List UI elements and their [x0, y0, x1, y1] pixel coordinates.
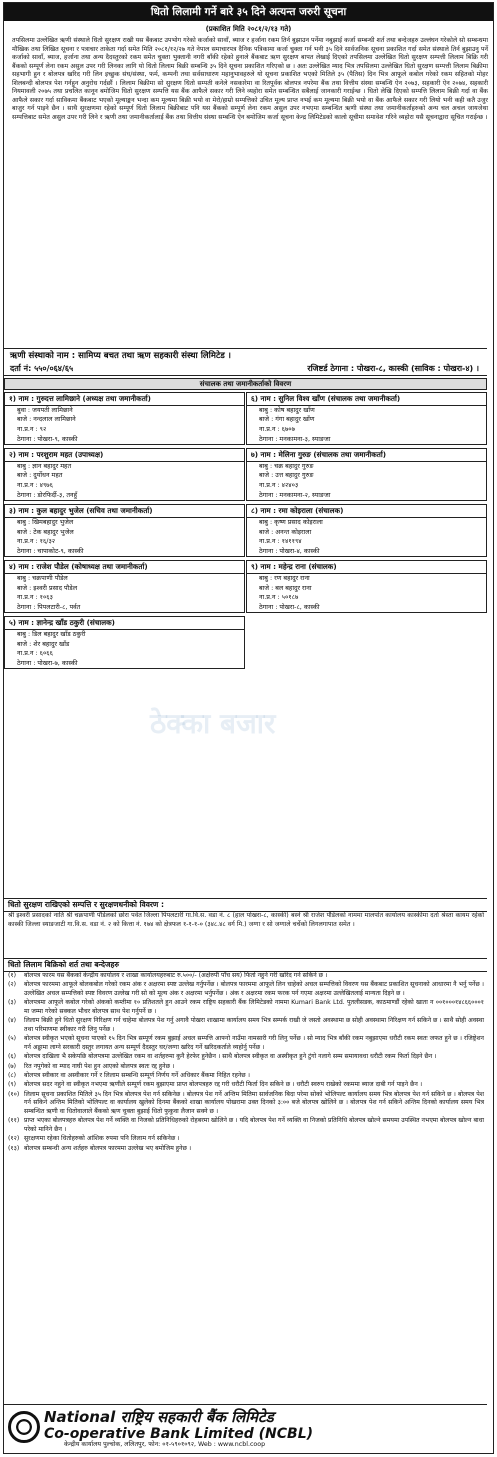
member-detail: बाजे : नन्दलाल लामिछाने [17, 415, 76, 424]
member-detail: बाजे : गंगा बहादुर खाँण [259, 415, 315, 424]
condition-number: (५) [8, 1035, 17, 1043]
member-card [246, 504, 487, 557]
member-detail: बाबु : खिमबहादुर भुजेल [17, 517, 74, 526]
bank-name-english: Co-operative Bank Limited (NCBL) [44, 1426, 314, 1442]
member-name: २) नाम : परशुराम महत (उपाध्यक्ष) [5, 449, 244, 462]
condition-text: बोलपत्र दाखिला भै सकेपछि बोलपत्रमा उल्लेखित रकम वा शर्तहरुमा कुनै हेरफेर हुनेछैन । साथै बोलपत्र स्वीकृत वा अस्वीकृत हुने टुंगो नलागे सम्म समायावधा धरौटी रकम फिर्ता दिइने छैन । [24, 1053, 437, 1061]
condition-number: (१०) [8, 1090, 20, 1098]
property-details: श्री इश्वरी प्रसादको नाति श्री चक्रपाणी पौडेलको छोरा पर्वत जिल्ला पिपलटारी गा.वि.स. वडा नं. ८ (हाल पोखरा-८, कास्की) बस्ने श्री राजेश पौडेलको नाममा मालपोत कार्यालय कास्कीमा दर्ता श्रेस्ता कायम रहेको कास्की जिल्ला स्याङजाटी गा.वि.स. वडा नं. २ को कित्ता नं. १७४ को क्षेत्रफल १-१-१-० (३४८.४८ वर्ग मि.) जग्गा र सो जग्गाले चर्चेको लिगलगापात समेत । [8, 912, 484, 928]
watermark: ठेक्का बजार [150, 707, 276, 740]
condition-number: (२) [8, 981, 17, 989]
member-name: ७) नाम : मेलिना गुरुङ (संचालक तथा जमानीकर्ता) [247, 449, 486, 462]
condition-text: बोलपत्र स्वीकार वा अस्वीकार गर्ने र लिलाम सम्बन्धि सम्पूर्ण निर्णय गर्ने अधिकार बैंकमा निहित रहनेछ । [24, 1071, 250, 1079]
member-detail: बाबु : ज्ञान बहादुर महत [17, 461, 72, 470]
member-detail: ना.प्र.न : १४११९४ [259, 537, 302, 546]
condition-number: (१२) [8, 1135, 20, 1143]
condition-text: सुरक्षणमा रहेका धितोहरुको आंशिक रुपमा पनि लिलाम गर्न सकिनेछ । [24, 1135, 180, 1143]
member-name: ९) नाम : महेन्द्र राना (संचालक) [247, 561, 486, 574]
member-card [4, 504, 245, 557]
bank-footer [4, 1404, 487, 1450]
bank-name-nepali: National राष्ट्रिय सहकारी बैंक लिमिटेड [44, 1408, 274, 1426]
condition-number: (११) [8, 1117, 20, 1125]
condition-item [8, 1145, 484, 1153]
condition-text: बोलपत्रमा आफूले कबोल गरेको अंकको कम्तीमा १० प्रतिशतले हुन आउने रकम राष्ट्रिय सहकारी बैंक लिमिटेडको नाममा Kumari Bank Ltd. पुतलीसडक, काठमाण्डौं रहेको खाता न ००१०००१४८६६०००१ मा जम्मा गरेको सक्कल भौचर बोलपत्र साथ पेश गर्नुपर्ने छ । [24, 999, 484, 1015]
board-heading: संचालक तथा जमानीकर्ताको विवरण [4, 378, 487, 390]
condition-text: बोलपत्र सम्बन्धी अन्य शर्तहरु बोलपत्र फारममा उल्लेख भए बमोजिम हुनेछ । [24, 1144, 192, 1152]
condition-number: (६) [8, 1053, 17, 1061]
member-detail: ठेगाना : पिपलटारी-८, पर्वत [17, 602, 81, 611]
member-name: ८) नाम : रमा कोइराला (संचालक) [247, 505, 486, 518]
condition-item [8, 981, 484, 998]
borrower-reg-no: दर्ता नं: ५५०/०६४/६५ [10, 364, 74, 373]
member-detail: ठेगाना : पोखरा-४, कास्की [259, 546, 320, 555]
member-detail: ठेगाना : चापाकोट-९, कास्की [17, 546, 84, 555]
members-right-column [246, 392, 487, 616]
condition-item [8, 1063, 484, 1071]
notice-title: धितो लिलामी गर्ने बारे ३५ दिने अत्यन्त जरुरी सूचना [4, 3, 493, 21]
member-detail: ना.प्र.न : ६०६६ [17, 649, 53, 658]
condition-number: (३) [8, 999, 17, 1007]
member-detail: बाजे : दुर्योधन महत [17, 471, 63, 480]
member-detail: ठेगाना : मनकामना-३, स्याङजा [259, 434, 331, 443]
condition-text: रित नपुगेको वा म्याद नाघी पेश हुन आएको बोलपत्र स्वतः रद्द हुनेछ । [24, 1062, 175, 1070]
member-detail: बाबु : चक्रपाणी पौडेल [17, 574, 68, 582]
member-card [246, 448, 487, 501]
member-card [4, 560, 245, 613]
member-name: ५) नाम : ज्ञानेन्द्र खाँड ठकुरी (संचालक) [5, 617, 244, 630]
member-detail: ना.प्र.न : ४९७६ [17, 481, 53, 489]
member-card [4, 392, 245, 445]
member-name: ३) नाम : कुल बहादुर भुजेल (सचिव तथा जमानीकर्ता) [5, 505, 244, 518]
member-card [4, 448, 245, 501]
member-detail: ना.प्र.न : ४२४०३ [259, 481, 299, 489]
member-detail: बाबु : रण बहादुर राना [259, 574, 310, 582]
condition-number: (८) [8, 1071, 17, 1079]
condition-item [8, 1017, 484, 1034]
member-detail: ना.प्र.न : १६/३२ [17, 537, 56, 546]
condition-item [8, 972, 484, 980]
conditions-heading: धितो लिलाम बिक्रिको शर्त तथा बन्देजहरु [4, 958, 487, 972]
borrower-name: ऋणी संस्थाको नाम : सामिप्य बचत तथा ऋण सहकारी संस्था लिमिटेड । [10, 351, 231, 361]
member-detail: ठेगाना : पोखरा-८, कास्की [259, 602, 320, 611]
condition-number: (१३) [8, 1144, 20, 1152]
member-detail: बाजे : अनन्त कोइराला [259, 527, 312, 536]
condition-number: (७) [8, 1062, 17, 1070]
member-name: ६) नाम : सुनिल विश्व खाँण (संचालक तथा जमानीकर्ता) [247, 393, 486, 406]
condition-number: (१) [8, 972, 17, 979]
condition-item [8, 999, 484, 1016]
condition-item [8, 1035, 484, 1052]
member-detail: बाबु : चक्र बहादुर गुरुङ [259, 461, 314, 470]
condition-text: बोलपत्र सदर नहुने वा स्वीकृत नभएमा ऋणीले सम्पूर्ण रकम बुझाएमा प्राप्त बोलपत्रहरु रद्द गरी धरौटी फिर्ता दिन सकिने छ । धरौटी स्वरुप राखेको रकममा ब्याज दाबी गर्न पाइने छैन । [24, 1081, 423, 1089]
member-card [246, 392, 487, 445]
condition-text: लिलाम बिक्री हुने धितो सुरक्षण निरिक्षण गर्न चाहेमा बोलपत्र पेश गर्नु अगावै पोखरा शाखामा कार्यालय समय भित्र सम्पर्क राखी जे जस्तो अवस्थामा छ सोही अवस्थामा निरिक्षण गर्न सकिने छ । साथै सोही अवस्था तथा परिमाणमा स्वीकार गरी लिनु पर्नेछ । [24, 1017, 484, 1033]
member-detail: बाजे : उत्त बहादुर गुरुङ [259, 471, 314, 480]
member-detail: ना.प्र.न : ५०१८७ [259, 593, 299, 602]
member-name: १) नाम : गुरुदत्त लामिछाने (अध्यक्ष तथा जमानीकर्ता) [5, 393, 244, 406]
published-date: (प्रकाशित मिति २०८१/२/१३ गते) [205, 25, 292, 33]
condition-item [8, 1135, 484, 1143]
member-detail: ना.प्र.न : ६७०७ [259, 424, 295, 433]
member-detail: ठेगाना : पोखरा-९, कास्की [17, 434, 78, 443]
condition-text: बोलपत्र फारममा आफूले बोलकबोल गरेको रकम अंक र अक्षरमा स्पष्ट उल्लेख गर्नुपर्नेछ । बोलपत्र फारममा आफूले लिन चाहेको अचल सम्पत्तिको विवरण यस बैंकबाट प्रकाशित सूचनाको आधारमा नै भर्नु पर्नेछ । उल्लेखित अचल सम्पत्तिको स्पष्ट विवरण उल्लेख गरी सो को मूल्य अंक र अक्षरमा भर्नुपर्नेछ । अंक र अक्षरमा रकम फरक पर्न गएमा अक्षरमा उल्लेखितलाई मान्यता दिइने छ । [24, 981, 484, 997]
condition-item [8, 1053, 484, 1061]
members-left-column [4, 392, 245, 672]
member-detail: ठेगाना : मनकामना-२, स्याङजा [259, 490, 331, 499]
member-detail: बुवा : जयपती लामिछाने [17, 405, 73, 414]
member-detail: बाबु : कृष्ण प्रसाद कोइराला [259, 517, 323, 526]
condition-item [8, 1091, 484, 1116]
member-detail: ठेगाना : डोरफिर्दी-३, तनहुँ [17, 490, 77, 499]
condition-text: बोलपत्र स्वीकृत भएको सूचना पाएको १५ दिन भित्र सम्पूर्ण रकम बुझाई अचल सम्पत्ति आफ्नो नाउँमा नामसारी गरी लिनु पर्नेछ । सो म्याद भित्र बाँकी रकम नबुझाएमा धरौटी रकम स्वतः जफत हुने छ । रजिष्ट्रेशन गर्न अड्डामा लाग्ने सरकारी दस्तुर लगायत अन्य सम्पूर्ण दैदस्तुर घर/जग्गा खरिद गर्ने खरिदकर्ताले व्यहोर्नु पर्नेछ । [24, 1035, 484, 1051]
member-detail: बाजे : बल बहादुर राना [259, 583, 312, 592]
condition-text: लिलाम सूचना प्रकाशित मितिले ३५ दिन भित्र बोलपत्र पेश गर्न सकिनेछ । बोलपत्र पेश गर्ने अन्तिम मितिमा सार्वजनिक बिदा परेमा सोको भोलिपल्ट कार्यालय समय भित्र बोलपत्र पेश गर्न सकिने छ । बोलपत्र पेश गर्न सकिने अन्तिम मितिको भोलिपल्ट वा कार्यालय खुलेको दिनमा बैंकको शाखा कार्यालय पोखरामा उक्त दिनको ३:०० बजे बोलपत्र खोलिने छ । बोलपत्र पेश गर्न सकिने अन्तिम दिनको कार्यालय समय भित्र सम्बन्धित ऋणी वा धितोवालाले बैंकको ऋण चुक्ता बुझाई धितो फुकुवा लैजान सक्ने छ । [24, 1090, 484, 1115]
conditions-list [8, 972, 484, 1154]
condition-number: (९) [8, 1081, 17, 1089]
condition-number: (४) [8, 1017, 17, 1025]
member-card [4, 616, 245, 669]
member-detail: बाबु : कोष बहादुर खाँण [259, 405, 315, 414]
member-detail: ना.प्र.न : १०६३ [17, 593, 53, 602]
borrower-info [4, 348, 487, 376]
condition-item [8, 1117, 484, 1134]
intro-paragraph: तपसिलमा उल्लेखित ऋणी संस्थाले धितो सुरक्षण राखी यस बैंकबाट उपभोग गरेको कर्जाको सावाँ, ब्याज र हर्जाना रकम तिर्न बुझाउन पर्नेमा नबुझाई कर्जा सम्बन्धी शर्त तथा बन्देजहरु उल्लंघन गरेकोले सो सम्बन्धमा मौखिक तथा लिखित सूचना र पत्राचार ताकेता गर्दा समेत मिति २०८१/१२/२७ गते नेपाल समाचारपत्र दैनिक पत्रिकामा कर्जा चुक्ता गर्न भनी ३५ दिने सार्वजनिक सूचना प्रकाशित गर्दा समेत संस्थाले तिर्न बुझाउनु पर्ने कर्जाको सावाँ, ब्याज, हर्जाना तथा अन्य दैदस्तुरको रकम समेत चुक्ता भुक्तानी नगरी बाँकी रहेको हुनाले बैंकबाट ऋण सुरक्षण बापत लेखाई दिएको तपसिलमा उल्लेखित धितो सुरक्षण सम्पत्ती लिलाम बिक्रि गरी बैंकको सम्पूर्ण लेना रकम असुल उपर गरी लिनका लागि यो धितो लिलाम बिक्री सम्बन्धि ३५ दिने सूचना प्रकाशित गरिएको छ । अतः उल्लेखित म्याद भित्र तपसिलमा उल्लेखित धितो सुरक्षण सम्पत्ती लिलाम बिक्रीमा सहभागी हुन र बोलपत्र खरिद गरी लिन इच्छुक संघ/संस्था, फर्म, कम्पनी तथा सर्वसाधारण महानुभावहरुले यो सूचना प्रकाशित भएको मितिले ३५ (पैतिस) दिन भित्र आफूले कबोल गरेको रकम सहितको मोहर शिलबन्दी बोलपत्र पेश गर्नहुन अनुरोध गर्दछौं । लिलाम बिक्रीमा सो सुरक्षण धितो सम्पती कनेले नसकारेमा वा रितपूर्वक बोलपत्र नपरेमा बैंक तथा वित्तीय संस्था सम्बन्धि ऐन २०७३, सहकारी ऐन २०७४, सहकारी नियमावली २०७५ तथा प्रचलित कानून बमोजिम धितो सुरक्षण सम्पत्ति यस बैंक आफैले सकार गरी लिने व्यहोरा समेत सम्बन्धित सबैलाई जानकारी गराईन्छ । धितो लेखि दिएको सम्पत्ति लिलाम बिक्री गर्दा वा बैंक आफैले सकार गर्दा साविकमा बैंकबाट भएको मूल्याङ्कन भन्दा कम मूल्यमा बिक्री भयो वा मेरो/हाम्रो सम्पत्तिको उचित मूल्य प्राप्त नभई कम मूल्यमा बिक्री भयो वा बैंक आफैले सकार गरी लियो भनी कही कतै उजुर बाजुर गर्न पाइने छैन । साथै सुरक्षणमा रहेको सम्पूर्ण धितो लिलाम बिक्रीबाट पनि यस बैंकको सम्पूर्ण लेना रकम असुल उपर नभएमा सम्बन्धित ऋणी संस्था तथा जमानीकर्ताहरुको अन्य चल अचल जायजेथा सम्पत्तिबाट समेत असुल उपर गरी लिने र ऋणी तथा जमानीकर्तालाई बैंक तथा वित्तीय संस्था सम्बन्धि ऐन बमोजिम कर्जा सूचना केन्द्र लिमिटेडको कालो सूचीमा समावेश गरिने व्यहोरा यसै सूचनाद्वारा सूचित गराईन्छ । [12, 37, 488, 121]
member-detail: बाबु : डिल बहादुर खाँड ठकुरी [17, 630, 86, 639]
condition-item [8, 1081, 484, 1089]
member-detail: ठेगाना : पोखरा-७, कास्की [17, 658, 78, 667]
member-detail: बाजे : इश्वरी प्रसाद पौडेल [17, 583, 78, 592]
condition-text: प्राप्त भएका बोलपत्रहरु बोलपत्र पेश गर्ने व्यक्ति वा निजको प्रतिनिधिहरुको रोहबरमा खोलिने छ । यदि बोलपत्र पेश गर्ने व्यक्ति वा निजको प्रतिनिधि बोलपत्र खोल्ने समयमा उपस्थित नभएमा बोलपत्र खोल्न बाधा परेको मानिने छैन । [24, 1117, 484, 1133]
bank-address: केन्द्रीय कार्यालय पुल्चोक, ललितपुर, फोन: ०१-५९०१०९२, Web : www.ncbl.coop [64, 1441, 266, 1448]
member-card [246, 560, 487, 613]
borrower-address: रजिष्टर्ड ठेगाना : पोखरा-८, कास्की (साविक : पोखरा-४) । [307, 364, 479, 373]
property-heading: धितो सुरक्षण राखिएको सम्पत्ति र सुरक्षणधनीको विवरण : [4, 898, 487, 912]
member-detail: बाजे : टेक बहादुर भुजेल [17, 527, 74, 536]
member-detail: ना.प्र.न : ९२ [17, 424, 47, 433]
member-detail: बाजे : शेर बहादुर खाँड [17, 639, 70, 648]
member-name: ४) नाम : राजेश पौडेल (कोषाध्यक्ष तथा जमानीकर्ता) [5, 561, 244, 574]
condition-text: बोलपत्र फारम यस बैंकको केन्द्रीय कार्यालय र शाखा कार्यालयहरुबाट रु.५००/- (अक्षेरुपी पाँच सय) फिर्ता नहुने गरी खरिद गर्न सकिने छ । [24, 972, 328, 979]
condition-item [8, 1072, 484, 1080]
bank-logo [8, 1411, 40, 1443]
